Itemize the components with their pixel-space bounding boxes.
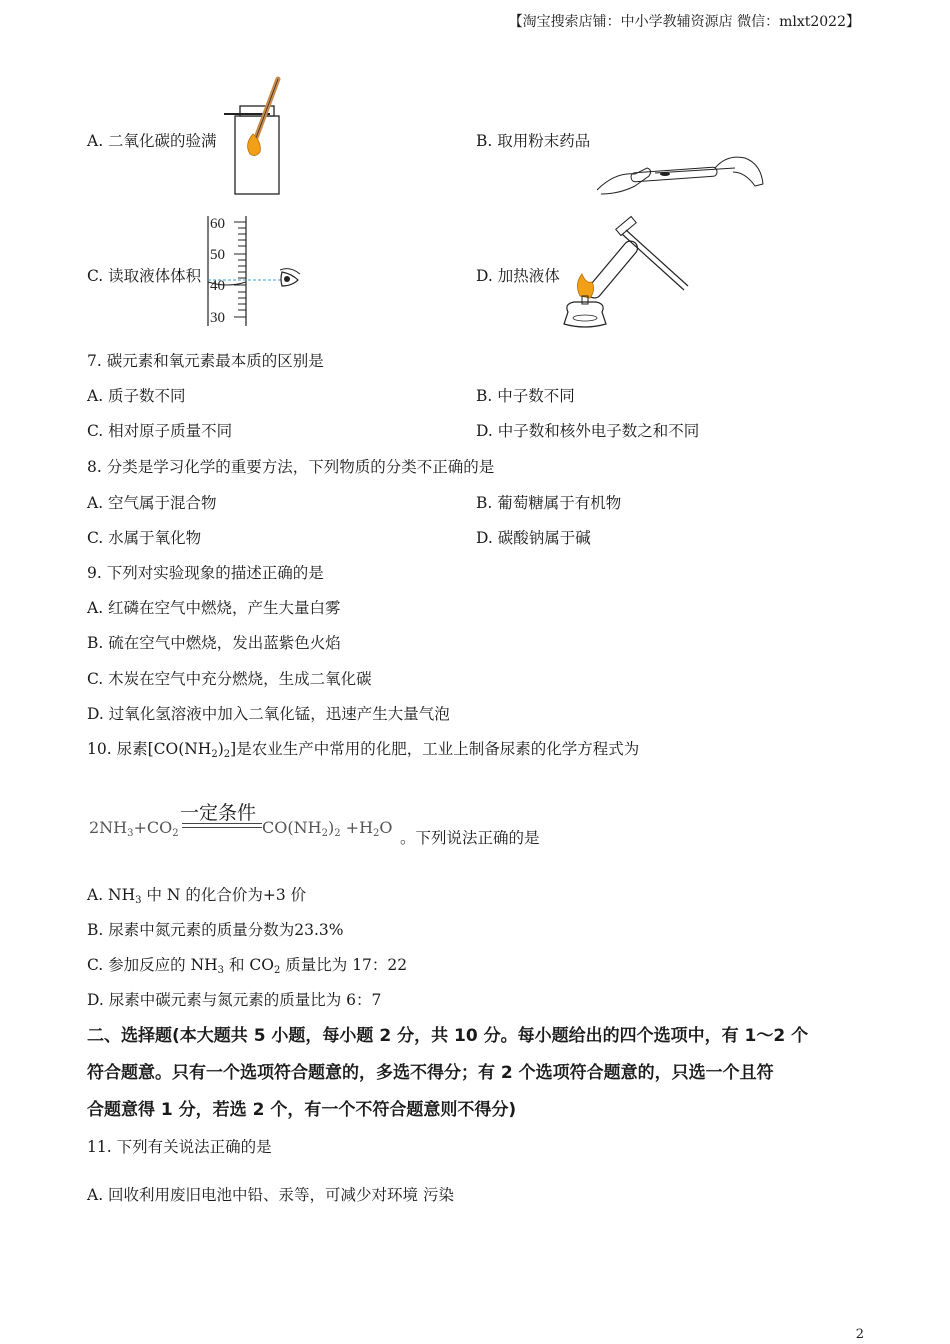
equation-tail: 。下列说法正确的是 xyxy=(400,829,540,847)
chemical-equation xyxy=(87,798,567,848)
tube-holder-arm xyxy=(622,234,684,290)
q8-stem: 8. 分类是学习化学的重要方法，下列物质的分类不正确的是 xyxy=(87,458,495,476)
opt-part: C. 参加反应的 NH xyxy=(87,956,218,974)
subscript: 2 xyxy=(211,749,218,760)
q9-stem: 9. 下列对实验现象的描述正确的是 xyxy=(87,564,324,582)
opt-part: 质量比为 17：22 xyxy=(280,956,408,974)
tick-60: 60 xyxy=(210,216,225,232)
eq-term: +H xyxy=(345,818,374,837)
opt-part: 中 N 的化合价为+3 价 xyxy=(141,886,307,904)
cylinder-reading-figure xyxy=(200,214,305,328)
eq-term: 2NH xyxy=(89,818,128,837)
q8-option-d: D. 碳酸钠属于碱 xyxy=(476,529,591,547)
opt-part: A. NH xyxy=(87,886,136,904)
q10-option-c xyxy=(87,955,407,981)
tick-30: 30 xyxy=(210,310,225,326)
page-header: 【淘宝搜索店铺：中小学教辅资源店 微信：mlxt2022】 xyxy=(508,14,860,30)
q7-stem: 7. 碳元素和氧元素最本质的区别是 xyxy=(87,352,324,370)
alcohol-lamp xyxy=(564,302,606,327)
equation-products xyxy=(262,818,393,839)
q9-option-b: B. 硫在空气中燃烧，发出蓝紫色火焰 xyxy=(87,634,341,652)
eq-term: +CO xyxy=(133,818,173,837)
q8-option-b: B. 葡萄糖属于有机物 xyxy=(476,494,622,512)
subscript: 3 xyxy=(127,828,134,839)
section-2-line: 合题意得 1 分，若选 2 个，有一个不符合题意则不得分) xyxy=(87,1100,517,1120)
q10-stem-part: ) xyxy=(217,740,224,758)
flame-icon xyxy=(577,274,593,298)
subscript: 2 xyxy=(223,749,231,760)
co2-test-figure xyxy=(222,76,284,198)
q6-option-a: A. 二氧化碳的验满 xyxy=(87,132,217,150)
right-hand xyxy=(715,157,763,186)
q10-option-b: B. 尿素中氮元素的质量分数为23.3% xyxy=(87,921,344,939)
section-2-line: 二、选择题(本大题共 5 小题，每小题 2 分，共 10 分。每小题给出的四个选项中，有 1～2 个 xyxy=(87,1026,809,1046)
q10-option-a xyxy=(87,885,306,911)
q9-option-a: A. 红磷在空气中燃烧，产生大量白雾 xyxy=(87,599,341,617)
equals-line-bottom xyxy=(182,827,262,828)
subscript: 2 xyxy=(273,965,281,976)
reaction-condition: 一定条件 xyxy=(180,802,257,824)
tick-40: 40 xyxy=(210,278,225,294)
q6-option-c: C. 读取液体体积 xyxy=(87,267,202,285)
subscript: 2 xyxy=(334,828,341,839)
eq-term: CO(NH xyxy=(262,818,322,837)
powder-transfer-figure xyxy=(595,150,765,198)
eq-term: ) xyxy=(327,818,335,837)
q8-option-c: C. 水属于氧化物 xyxy=(87,529,202,547)
q8-option-a: A. 空气属于混合物 xyxy=(87,494,217,512)
q10-stem-part: 10. 尿素[CO(NH xyxy=(87,740,212,758)
q10-stem-part: ]是农业生产中常用的化肥，工业上制备尿素的化学方程式为 xyxy=(230,740,640,758)
q10-stem xyxy=(87,739,639,765)
section-2-heading xyxy=(87,1018,867,1129)
opt-part: 和 CO xyxy=(224,956,274,974)
q6-option-d: D. 加热液体 xyxy=(476,267,560,285)
subscript: 2 xyxy=(172,828,179,839)
equals-line-top xyxy=(182,823,262,824)
q7-option-d: D. 中子数和核外电子数之和不同 xyxy=(476,422,700,440)
q11-stem: 11. 下列有关说法正确的是 xyxy=(87,1138,272,1156)
q7-option-b: B. 中子数不同 xyxy=(476,387,575,405)
page-number: 2 xyxy=(855,1327,864,1342)
q6-option-b: B. 取用粉末药品 xyxy=(476,132,591,150)
q7-option-c: C. 相对原子质量不同 xyxy=(87,422,233,440)
subscript: 3 xyxy=(135,895,142,906)
subscript: 2 xyxy=(373,828,380,839)
section-2-line: 符合题意。只有一个选项符合题意的，多选不得分；有 2 个选项符合题意的，只选一个且符 xyxy=(87,1063,774,1083)
q10-option-d: D. 尿素中碳元素与氮元素的质量比为 6：7 xyxy=(87,991,382,1009)
heating-liquid-figure xyxy=(558,214,690,332)
q9-option-c: C. 木炭在空气中充分燃烧，生成二氧化碳 xyxy=(87,670,372,688)
q7-option-a: A. 质子数不同 xyxy=(87,387,186,405)
tick-50: 50 xyxy=(210,247,225,263)
equation-reactants xyxy=(89,818,179,839)
eq-term: O xyxy=(379,818,393,837)
subscript: 2 xyxy=(321,828,328,839)
q11-option-a: A. 回收利用废旧电池中铅、汞等，可减少对环境 污染 xyxy=(87,1186,454,1204)
eye-icon xyxy=(280,269,300,286)
q9-option-d: D. 过氧化氢溶液中加入二氧化锰，迅速产生大量气泡 xyxy=(87,705,450,723)
subscript: 3 xyxy=(217,965,225,976)
